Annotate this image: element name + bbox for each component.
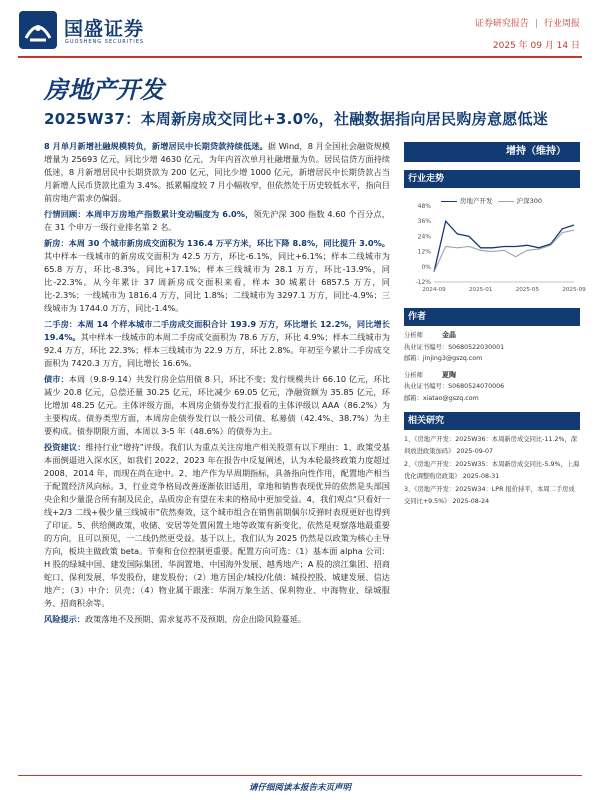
footer-divider: [18, 775, 582, 776]
header-divider: [18, 56, 582, 58]
author-cert: 执业证书编号：S0680522030001: [404, 343, 505, 351]
report-body: [44, 140, 390, 629]
author-name: 金晶: [442, 331, 456, 339]
trend-chart-svg: [404, 192, 586, 300]
logo-emblem-icon: [18, 10, 58, 50]
paragraph-bond-market: 债市：本周（9.8-9.14）共发行房企信用债 8 只，环比不变；发行规模共计 66.10 亿元，环比减少 20.8 亿元，总偿还量 30.25 亿元，环比减少 69.05 亿元，净融资额为 35.85 亿元，环比增加 48.25 亿元。主体评级方面，本周房企债券发行汇报看的主体评级以 AAA（86.2%）为主要构成。债券类型方面，本周房企债券发行以一般公司债、私募债（42.4%、38.7%）为主要构成。债券期限方面，本周以 3-5 年（48.6%）的债券为主。: [44, 374, 390, 436]
authors-section-header: 作者: [404, 308, 580, 326]
company-logo: [18, 10, 168, 50]
trend-chart: [404, 192, 586, 300]
y-tick-label: -12%: [415, 279, 431, 286]
x-tick-label: 2025-05: [515, 287, 540, 293]
related-research-list: [404, 434, 580, 507]
x-tick-label: 2024-09: [422, 287, 446, 293]
trend-section-header: 行业走势: [404, 170, 580, 188]
paragraph-risk-warning: 风险提示：政策落地不及预期、需求复苏不及预期、房企出险风险蔓延。: [44, 614, 307, 624]
author-email[interactable]: 邮箱：xiatao@gszq.com: [404, 394, 479, 402]
paragraph-investment-advice: 投资建议：维持行业“增持”评级。我们认为重点关注房地产相关股票有以下理由：1、政策受基本面倒逼进入深水区，如我们 2022、2023 年在报告中反复阐述，认为本轮最终政策力度超过 2008、2014 年，而现在尚在途中。2、地产作为早周期指标，具备指向性作用，配置地产相当于配置经济风向标。3、行业竞争格局改善逐渐依旧适用，拿地和销售表现优异的依然是头部国央企和少量混合所有制及民企，品质房企有望在未来的格局中更加受益。4、我们观点“只看好一线+2/3 二线+极少量三线城市”依然奏效，这个城市组合在销售前期偶尔反弹时表现更好也得到了印证。5、供给侧政策，收储、安居等处置闲置土地等政策有新变化，依然是观察落地最重要的方向，且可以预见，一二线仍然更受益。基于以上，我们认为 2025 仍然是以政策为核心主导方向，板块主做政策 beta。节奏和仓位控制更重要。配置方向可选：（1）基本面 alpha 公司：H 股的绿城中国、建发国际集团、华润置地、中国海外发展、越秀地产；A 股的滨江集团、招商蛇口、保利发展、华发股份，建发股份；（2）地方国企/城投/化债：城投控股、城建发展、信达地产；（3）中介：贝壳；（4）物业属于跟涨：华润万象生活、保利物业、中海物业、绿城服务、招商积余等。: [44, 442, 390, 608]
author-email[interactable]: 邮箱：jinjing3@gszq.com: [404, 355, 483, 362]
legend-label-sector: 房地产开发: [460, 197, 493, 205]
chart-legend: [438, 196, 542, 205]
footer-disclaimer: 请仔细阅读本报告末页声明: [248, 783, 351, 793]
authors-list: [404, 330, 580, 404]
related-item[interactable]: 3、《房地产开发：2025W34：LPR 报价持平，本周二手房成交同比+9.5%》 2025-08-24: [404, 486, 575, 505]
y-tick-label: 0%: [421, 263, 431, 271]
legend-label-index: 沪深300: [516, 197, 542, 205]
legend-swatch-sector: [441, 201, 457, 202]
related-item[interactable]: 1、《房地产开发：2025W36：本周新房成交同比-11.2%，深圳放进政策加码》 2025-09-07: [404, 436, 578, 455]
paragraph-second-hand: 二手房：本周 14 个样本城市二手房成交面积合计 193.9 万方，环比增长 12.2%，同比增长 19.4%。其中样本一线城市的本周二手房成交面积为 78.6 万方，环比 4.9%；样本二线城市为 92.4 万方，环比 22.3%；样本三线城市为 22.9 万方，环比 2.8%。年初至今累计二手房成交面积为 7420.3 万方，同比增长 16.6%。: [44, 319, 390, 368]
related-section-header: 相关研究: [404, 412, 580, 430]
legend-swatch-index: [498, 201, 514, 202]
author-cert: 执业证书编号：S0680524070006: [404, 383, 505, 390]
report-kind-label: 行业周报: [543, 19, 580, 29]
y-tick-label: 48%: [417, 203, 431, 210]
report-date: 2025 年 09 月 14 日: [492, 41, 580, 51]
paragraph-social-financing: 8 月单月新增社融规模转负，新增居民中长期贷款持续低迷。据 Wind，8 月全国社会融资规模增量为 25693 亿元，同比少增 4630 亿元，为年内首次单月社融增量为负。居民信贷方面持续低迷，8 月新增居民中长期贷款为 200 亿元，同比少增 1000 亿元，新增居民中长期贷款占当月新增人民币贷款比重为 3.4%。抵累幅度较 7 月小幅收窄，但依然处于历史较低水平，指向目前房地产需求仍偏弱。: [44, 141, 390, 203]
x-tick-label: 2025-09: [562, 287, 586, 293]
sector-title: 房地产开发: [44, 75, 164, 104]
series-line-sector: [434, 221, 574, 272]
report-type-label: 证券研究报告: [474, 19, 529, 29]
series-line-index: [434, 230, 574, 272]
sidebar: [404, 140, 586, 509]
author-row: 分析师 金晶: [404, 330, 580, 342]
related-item[interactable]: 2、《房地产开发：2025W35：本周新房成交同比-5.9%，上海优化调整购房政策》 2025-08-31: [404, 461, 580, 480]
rating-badge: 增持（维持）: [404, 142, 580, 162]
paragraph-market-review: 行情回顾：本周申万房地产指数累计变动幅度为 6.0%，领先沪深 300 指数 4.60 个百分点，在 31 个申万一级行业排名第 2 名。: [44, 209, 390, 232]
author-name: 夏陶: [442, 370, 456, 379]
paragraph-new-homes: 新房：本周 30 个城市新房成交面积为 136.4 万平方米，环比下降 8.8%，同比提升 3.0%。其中样本一线城市的新房成交面积为 42.5 万方，环比-6.1%，同比+6.1%；样本二线城市为 65.8 万方，环比-8.3%，同比+17.1%；样本三线城市为 28.1 万方，环比-13.9%，同比-22.3%。从今年累计 37 周新房成交面积来看，样本 30 城累计 6857.5 万方，同比-2.3%；一线城市为 1816.4 万方，同比 1.8%；二线城市为 3297.1 万方，同比-4.9%；三线城市为 1744.0 万方，同比-1.4%。: [44, 238, 390, 313]
y-tick-label: 36%: [417, 218, 431, 226]
y-tick-label: 24%: [417, 233, 431, 241]
logo-en: GUOSHENG SECURITIES: [65, 39, 145, 45]
report-title: 2025W37：本周新房成交同比+3.0%，社融数据指向居民购房意愿低迷: [44, 110, 549, 128]
author-row: 分析师 夏陶: [404, 370, 580, 382]
logo-cn: 国盛证券: [64, 18, 145, 40]
x-tick-label: 2025-01: [468, 287, 493, 293]
y-tick-label: 12%: [417, 248, 431, 256]
report-type: 证券研究报告 | 行业周报: [474, 19, 580, 29]
